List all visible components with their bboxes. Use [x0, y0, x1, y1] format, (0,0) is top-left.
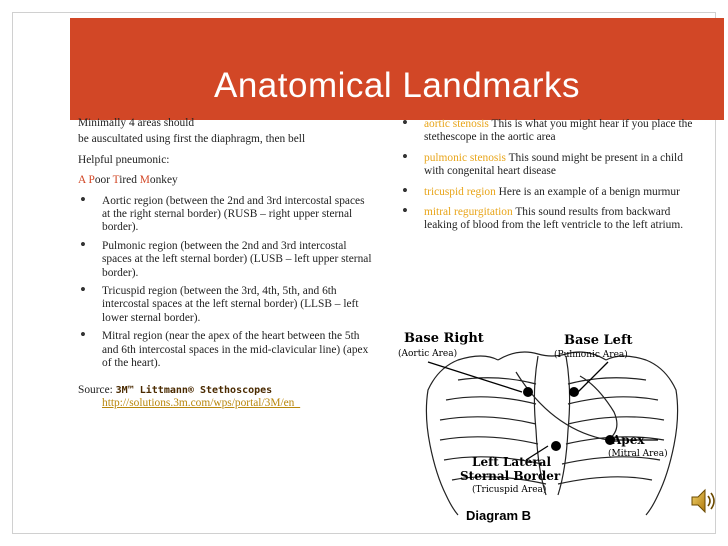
source-label: Source:	[78, 383, 116, 396]
label-llsb-line-2: Sternal Border	[460, 469, 561, 483]
mnemonic-a: A	[78, 174, 86, 187]
intro-line-2: be auscultated using first the diaphragm, then bell	[78, 133, 306, 146]
left-column	[78, 117, 373, 410]
sound-list	[400, 118, 695, 233]
desc-tricuspid-region: Here is an example of a benign murmur	[495, 185, 680, 198]
diagram-caption: Diagram B	[466, 508, 532, 523]
source-reference: 3M™ Littmann® Stethoscopes	[115, 384, 273, 396]
list-item-tricuspid-region: • Tricuspid region (between the 3rd, 4th, 5th, and 6th intercostal spaces at the left sternal border) (LLSB – left lower sternal border).	[78, 285, 373, 325]
region-list	[78, 195, 373, 371]
mnemonic-m: M	[139, 174, 150, 187]
source-link[interactable]: http://solutions.3m.com/wps/portal/3M/en_	[102, 396, 301, 409]
chest-diagram-svg	[388, 320, 716, 535]
desc-mitral-regurgitation: This sound results from backward leaking of blood from the left ventricle to the left atrium.	[424, 206, 684, 232]
mnemonic-t-rest: ired	[119, 174, 140, 187]
desc-pulmonic-stenosis: This sound might be present in a child with congenital heart disease	[424, 151, 683, 178]
term-tricuspid-region[interactable]: tricuspid region	[424, 185, 496, 198]
label-base-left-sub: (Pulmonic Area)	[554, 350, 628, 360]
desc-aortic-stenosis: This is what you might hear if you place the stethescope in the aortic area	[424, 118, 693, 144]
label-base-left: Base Left	[564, 333, 633, 348]
right-column	[400, 118, 695, 240]
label-apex: Apex	[612, 433, 645, 447]
term-aortic-stenosis[interactable]: aortic stenosis	[424, 118, 489, 130]
intro-line-1: Minimally 4 areas should	[78, 117, 195, 129]
label-base-right-sub: (Aortic Area)	[398, 349, 458, 359]
point-pulmonic	[569, 387, 579, 397]
intro-line-3: Helpful pneumonic:	[78, 153, 170, 166]
speaker-icon[interactable]	[688, 486, 718, 516]
label-llsb-sub: (Tricuspid Area)	[472, 485, 547, 495]
label-llsb-line-1: Left Lateral	[472, 455, 552, 469]
mnemonic	[78, 174, 373, 187]
chest-diagram	[388, 320, 716, 535]
term-pulmonic-stenosis[interactable]: pulmonic stenosis	[424, 151, 506, 164]
mnemonic-p-rest: oor	[94, 174, 113, 187]
point-aortic	[523, 387, 533, 397]
list-item-pulmonic-stenosis	[400, 152, 695, 179]
list-item-pulmonic-region: • Pulmonic region (between the 2nd and 3rd intercostal spaces at the left sternal border) (LUSB – left upper sternal border).	[78, 240, 373, 280]
mnemonic-t: T	[112, 174, 120, 187]
list-item-aortic-stenosis	[400, 118, 695, 145]
mnemonic-m-rest: onkey	[149, 174, 178, 187]
label-base-right: Base Right	[404, 331, 484, 346]
list-item-mitral-regurgitation	[400, 206, 695, 233]
slide-title: Anatomical Landmarks	[214, 66, 580, 105]
mnemonic-p: P	[88, 174, 95, 187]
list-item-tricuspid-region	[400, 186, 695, 199]
source	[78, 384, 373, 411]
list-item-aortic-region: • Aortic region (between the 2nd and 3rd intercostal spaces at the right sternal border) (RUSB – right upper sternal border).	[78, 195, 373, 235]
list-item-mitral-region: • Mitral region (near the apex of the heart between the 5th and 6th intercostal spaces in the mid-clavicular line) (apex of the heart).	[78, 330, 373, 370]
title-bar	[70, 18, 724, 120]
point-tricuspid	[551, 441, 561, 451]
term-mitral-regurgitation[interactable]: mitral regurgitation	[424, 206, 513, 219]
label-apex-sub: (Mitral Area)	[608, 449, 668, 459]
